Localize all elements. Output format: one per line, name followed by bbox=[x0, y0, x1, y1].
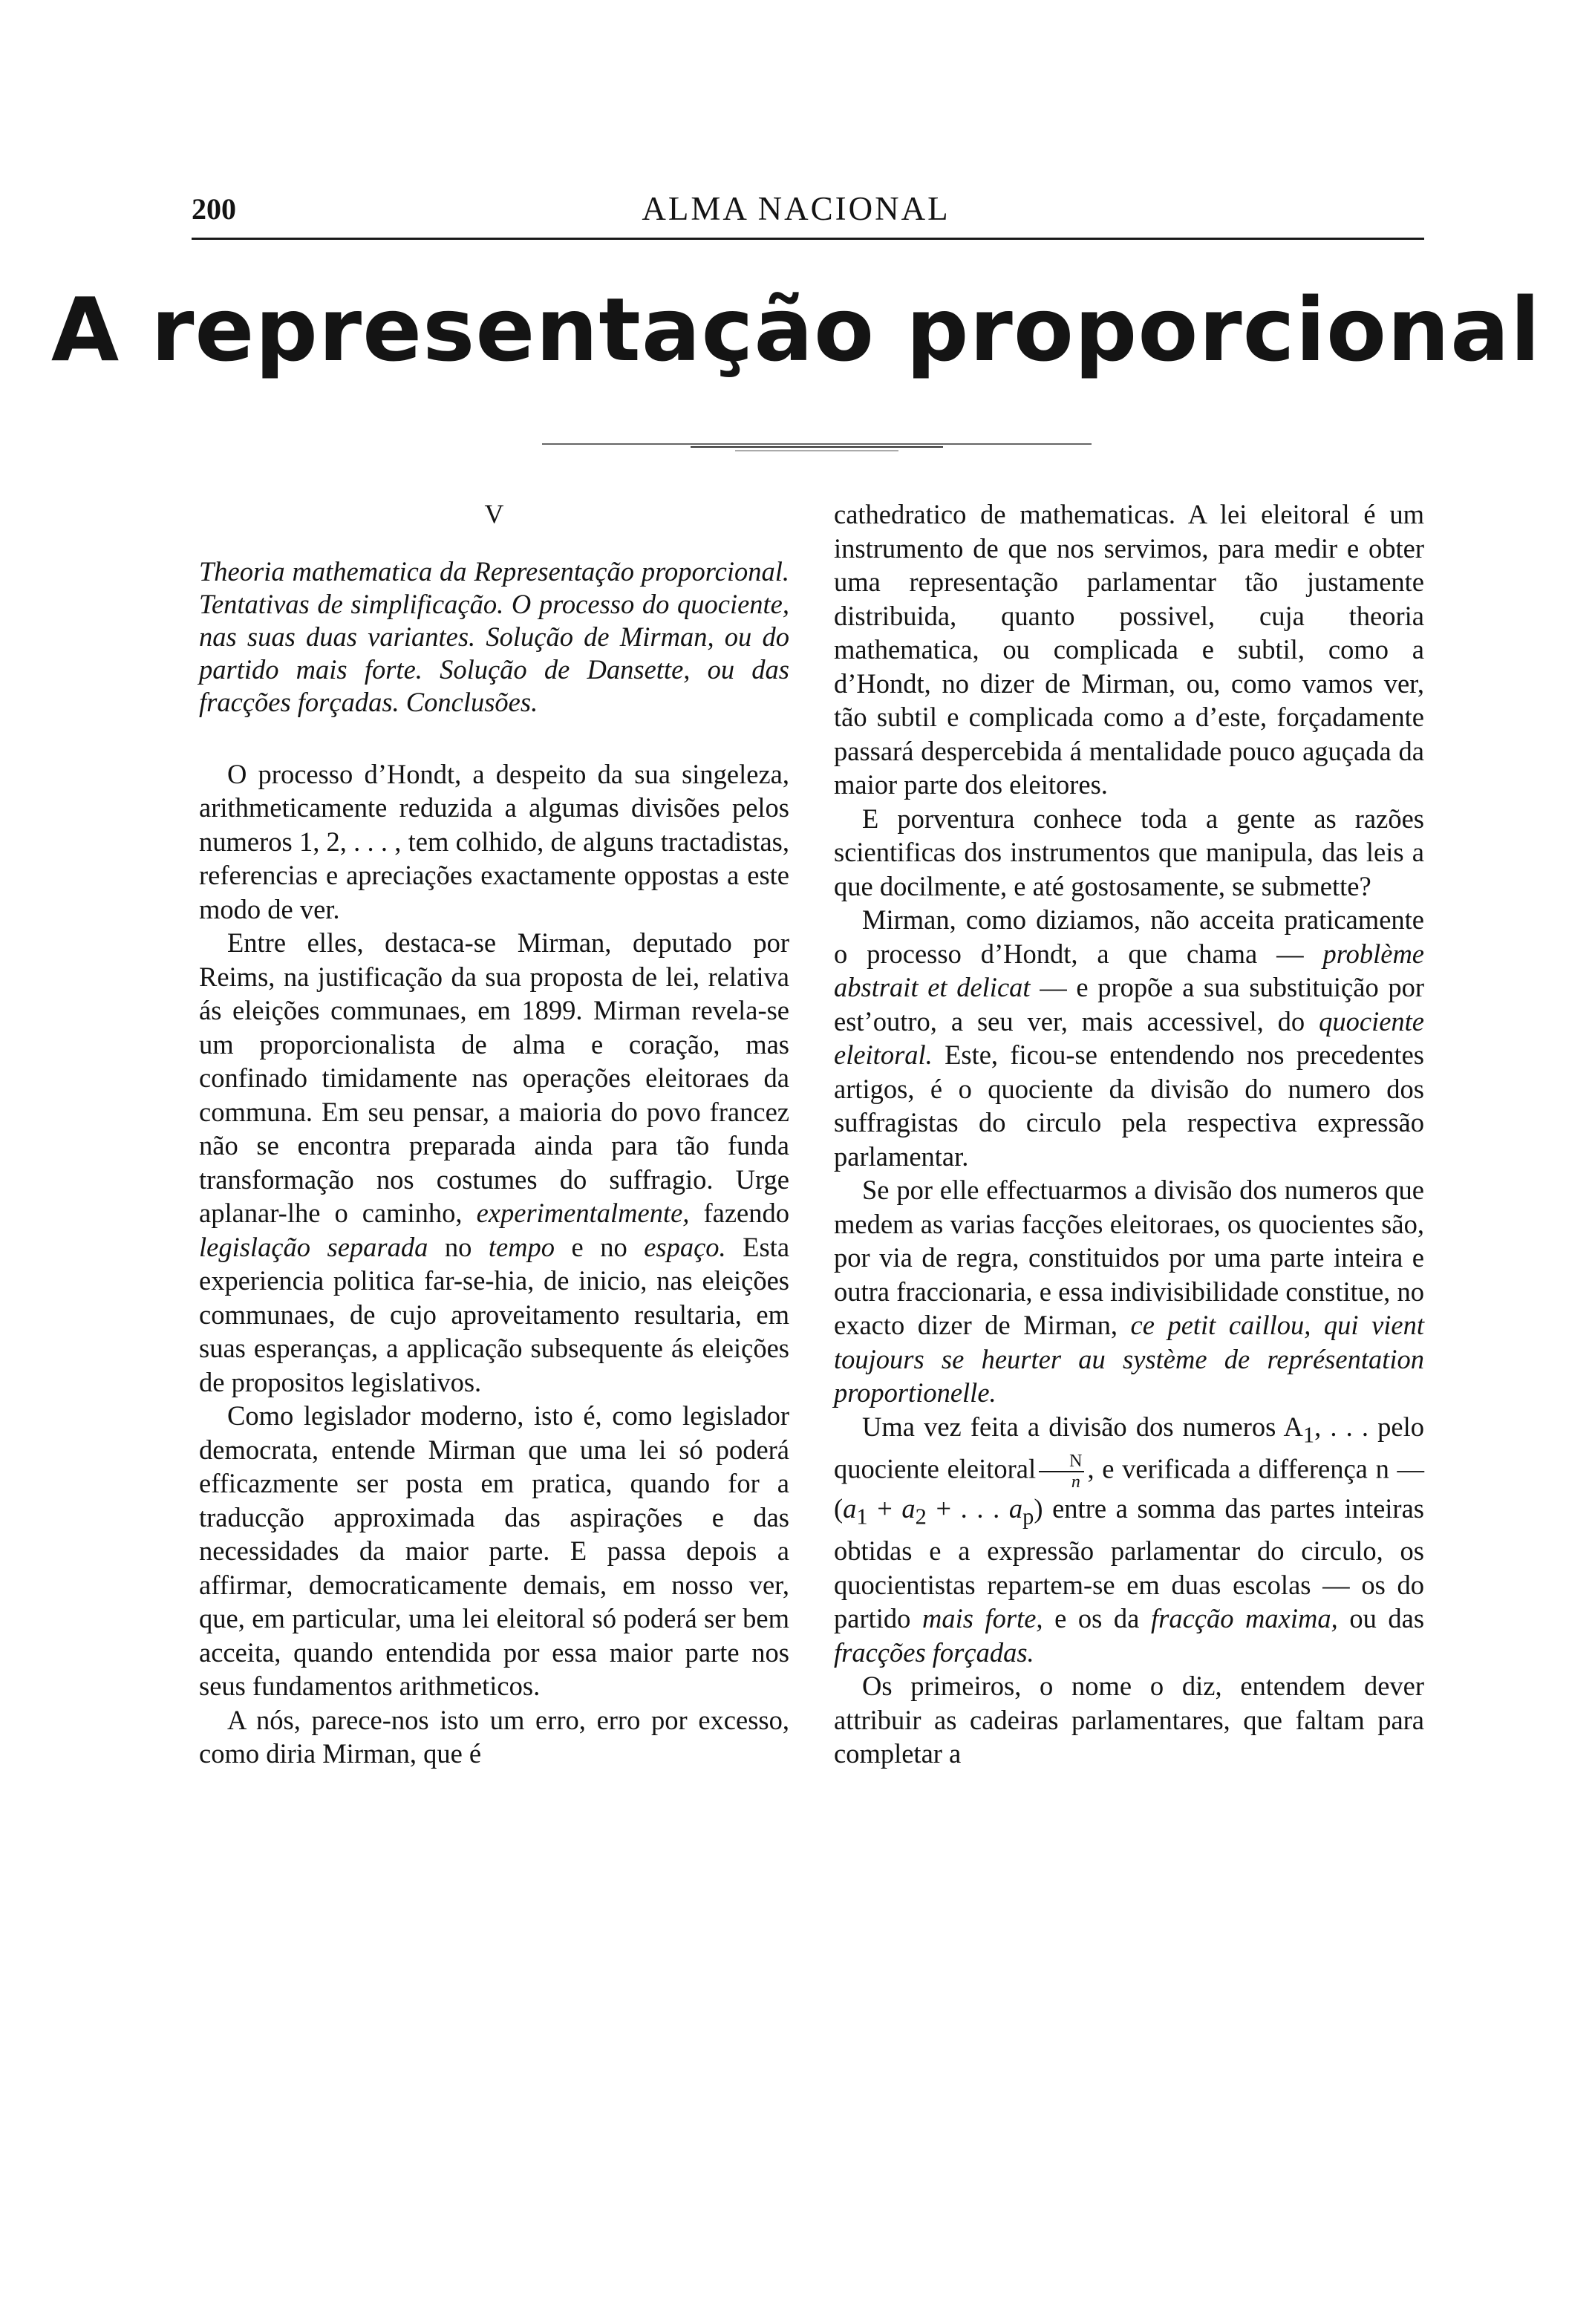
paragraph: Entre elles, destaca-se Mirman, deputado por Reims, na justificação da sua proposta de lei, relativa ás eleições communaes, em 1899. Mirman revela-se um proporcionalista de alma e coração, mas confinado timidamente nas operações eleitoraes da communa. Em seu pensar, a maioria do povo francez não se encontra preparada ainda para tão funda transformação nos costumes do suffragio. Urge aplanar-lhe o caminho, experimentalmente, fazendo legislação separada no tempo e no espaço. Esta experiencia politica far-se-hia, de inicio, nas eleições communaes, de cujo aproveitamento resultaria, em suas esperanças, a applicação subsequente ás eleições de propositos legislativos. bbox=[199, 927, 790, 1397]
paragraph: Como legislador moderno, isto é, como legislador democrata, entende Mirman que uma lei só poderá efficazmente ser posta em pratica, quando for a traducção approximada das aspirações e das necessidades da maior parte. E passa depois a affirmar, democraticamente demais, em nosso ver, que, em particular, uma lei eleitoral só poderá ser bem acceita, quando entendida por essa maior parte nos seus fundamentos arithmeticos. bbox=[199, 1400, 789, 1701]
section-number: V bbox=[484, 499, 504, 529]
paragraph-with-formula: Uma vez feita a divisão dos numeros $A_1$, . . . pelo quociente eleitoral $\frac{N}{n}$ , e verificada a differença n — ($a_1 + a_2$ + . . . $a_p$) entre a somma das partes inteiras obtidas e a expressão parlamentar do circulo, os quocientistas repartem-se em duas escolas — os do partido mais forte, e os da fracção maxima, ou das fracções forçadas. bbox=[834, 1411, 1425, 1668]
paragraph: O processo d’Hondt, a despeito da sua singeleza, arithmeticamente reduzida a algumas divisões pelos numeros 1, 2, . . . , tem colhido, de alguns tractadistas, referencias e apreciações exactamente oppostas a este modo de ver. bbox=[199, 758, 789, 924]
paragraph: A nós, parece-nos isto um erro, erro por excesso, como diria Mirman, que é bbox=[199, 1704, 789, 1769]
left-column bbox=[199, 497, 789, 1771]
header-rule bbox=[192, 238, 1424, 240]
section-summary: Theoria mathematica da Representação proporcional. Tentativas de simplificação. O processo do quociente, nas suas duas variantes. Solução de Mirman, ou do partido mais forte. Solução de Dansette, ou das fracções forçadas. Conclusões. bbox=[199, 555, 789, 717]
article-title: A representação proporcional bbox=[50, 278, 1542, 381]
paragraph: cathedratico de mathematicas. A lei eleitoral é um instrumento de que nos servimos, para medir e obter uma representação parlamentar tão justamente distribuida, quanto possivel, cuja theoria mathematica, ou complicada e subtil, como a d’Hondt, no dizer de Mirman, ou, como vamos ver, tão subtil e complicada como a d’este, forçadamente passará despercebida á mentalidade pouco aguçada da maior parte dos eleitores. bbox=[834, 499, 1424, 800]
paragraph: Mirman, como diziamos, não acceita praticamente o processo d’Hondt, a que chama — problème abstrait et delicat — e propõe a sua substituição por est’outro, a seu ver, mais accessivel, do quociente eleitoral. Este, ficou-se entendendo nos precedentes artigos, é o quociente da divisão do numero dos suffragistas do circulo pela respectiva expressão parlamentar. bbox=[834, 904, 1425, 1172]
right-column bbox=[834, 497, 1424, 1771]
title-ornament-divider bbox=[542, 437, 1092, 459]
page-number: 200 bbox=[192, 192, 236, 226]
running-title: ALMA NACIONAL bbox=[642, 190, 950, 227]
fraction-n-over-n: $\frac{N}{n}$ bbox=[1039, 1452, 1084, 1492]
paragraph: Se por elle effectuarmos a divisão dos numeros que medem as varias facções eleitoraes, os quocientes são, por via de regra, constituidos por uma parte inteira e outra fraccionaria, e essa indivisibilidade constitue, no exacto dizer de Mirman, ce petit caillou, qui vient toujours se heurter au système de représentation proportionelle. bbox=[834, 1175, 1425, 1408]
paragraph: E porventura conhece toda a gente as razões scientificas dos instrumentos que manipula, das leis a que docilmente, e até gostosamente, se submette? bbox=[834, 803, 1424, 901]
paragraph: Os primeiros, o nome o diz, entendem dever attribuir as cadeiras parlamentares, que faltam para completar a bbox=[834, 1671, 1424, 1769]
